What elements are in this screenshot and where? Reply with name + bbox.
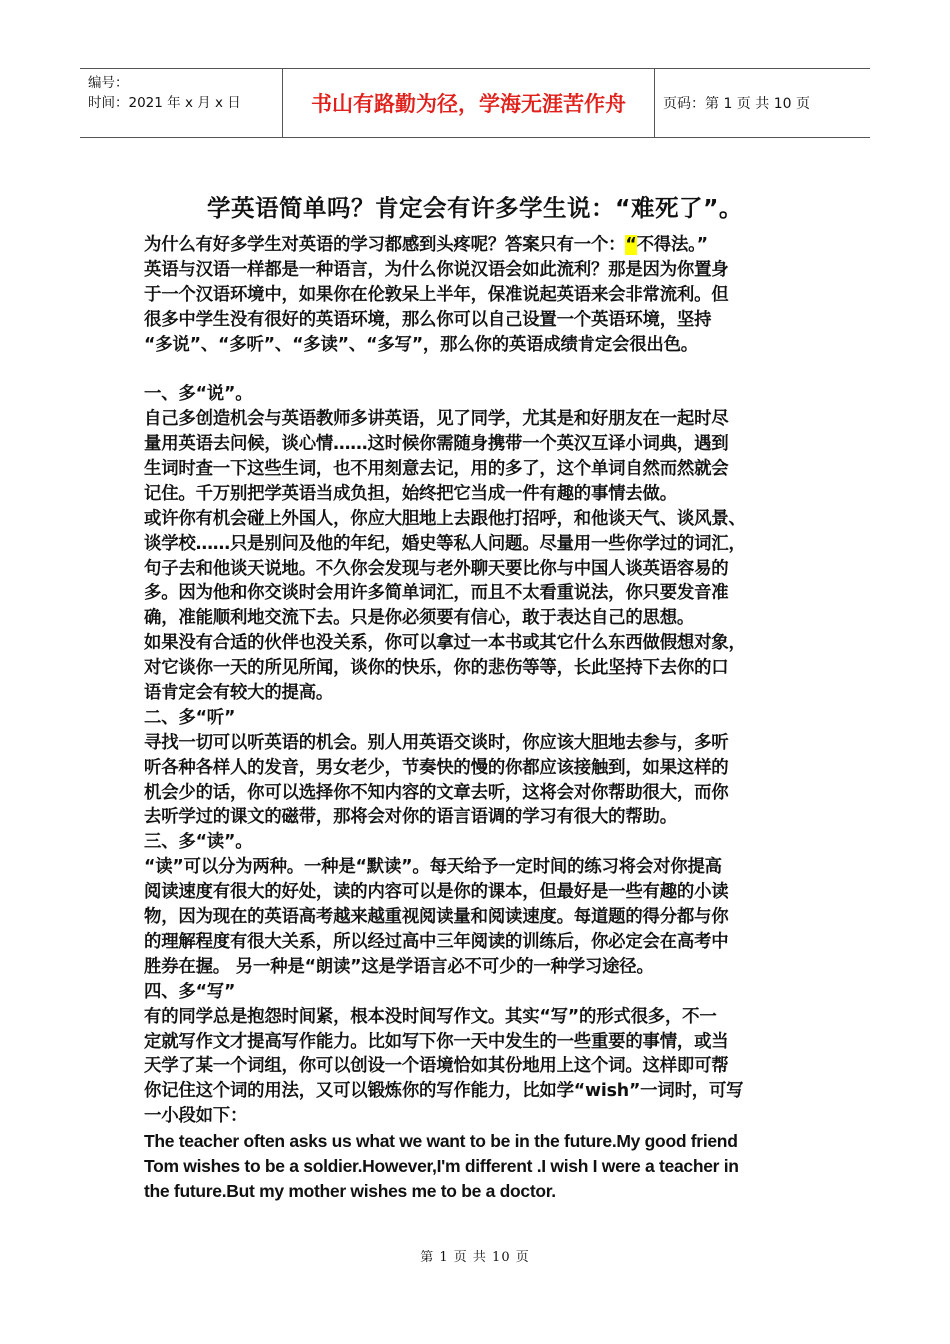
- paragraph-line: 自己多创造机会与英语教师多讲英语，见了同学，尤其是和好朋友在一起时尽: [144, 409, 729, 430]
- paragraph-line: 寻找一切可以听英语的机会。别人用英语交谈时，你应该大胆地去参与，多听: [144, 732, 729, 753]
- header-motto: 书山有路勤为径，学海无涯苦作舟: [282, 69, 655, 137]
- intro-line: 英语与汉语一样都是一种语言，为什么你说汉语会如此流利？那是因为你置身: [144, 259, 729, 280]
- page-footer: 第 1 页 共 10 页: [420, 1250, 530, 1265]
- paragraph-line: 有的同学总是抱怨时间紧，根本没时间写作文。其实“写”的形式很多，不一: [144, 1006, 717, 1027]
- paragraph-line: 定就写作文才提高写作能力。比如写下你一天中发生的一些重要的事情，或当: [144, 1031, 729, 1052]
- paragraph-line: 去听学过的课文的磁带，那将会对你的语言语调的学习有很大的帮助。: [144, 807, 677, 828]
- section-heading-read: 三、多“读”。: [144, 832, 253, 853]
- english-example-line: the future.But my mother wishes me to be a doctor.: [144, 1180, 556, 1201]
- intro-text: 不得法。”: [636, 235, 708, 255]
- paragraph-line: 记住。千万别把学英语当成负担，始终把它当成一件有趣的事情去做。: [144, 483, 677, 504]
- paragraph-line: 确，准能顺利地交流下去。只是你必须要有信心，敢于表达自己的思想。: [144, 608, 695, 629]
- header-meta: [80, 69, 282, 137]
- header-page-info: 页码：第 1 页 共 10 页: [663, 96, 810, 112]
- section-heading-write: 四、多“写”: [144, 981, 236, 1002]
- paragraph-line: 一小段如下：: [144, 1106, 248, 1127]
- section-heading-listen: 二、多“听”: [144, 707, 236, 728]
- intro-text: 为什么有好多学生对英语的学习都感到头疼呢？答案只有一个：: [144, 235, 626, 255]
- document-number-label: 编号：: [88, 75, 129, 91]
- paragraph-line: 生词时查一下这些生词，也不用刻意去记，用的多了，这个单词自然而然就会: [144, 459, 729, 480]
- paragraph-line: 天学了某一个词组，你可以创设一个语境恰如其份地用上这个词。这样即可帮: [144, 1056, 729, 1077]
- section-heading-speak: 一、多“说”。: [144, 384, 253, 405]
- intro-line: [144, 233, 808, 258]
- paragraph-line: 如果没有合适的伙伴也没关系，你可以拿过一本书或其它什么东西做假想对象，: [144, 633, 746, 654]
- paragraph-line: 谈学校……只是别问及他的年纪，婚史等私人问题。尽量用一些你学过的词汇，: [144, 533, 746, 554]
- paragraph-line: 机会少的话，你可以选择你不知内容的文章去听，这将会对你帮助很大，而你: [144, 782, 729, 803]
- paragraph-line: 句子去和他谈天说地。不久你会发现与老外聊天要比你与中国人谈英语容易的: [144, 558, 729, 579]
- document-body: [144, 233, 808, 1204]
- paragraph-line: 阅读速度有很大的好处，读的内容可以是你的课本，但最好是一些有趣的小读: [144, 882, 729, 903]
- paragraph-line: 听各种各样人的发音，男女老少，节奏快的慢的你都应该接触到，如果这样的: [144, 757, 729, 778]
- blank-line: [144, 357, 808, 382]
- paragraph-line: 语肯定会有较大的提高。: [144, 683, 334, 704]
- paragraph-line: 物，因为现在的英语高考越来越重视阅读量和阅读速度。每道题的得分都与你: [144, 907, 729, 928]
- intro-line: “多说”、“多听”、“多读”、“多写”，那么你的英语成绩肯定会很出色。: [144, 334, 698, 355]
- document-title: 学英语简单吗？肯定会有许多学生说：“难死了”。: [207, 194, 743, 222]
- english-example-line: Tom wishes to be a soldier.However,I'm different .I wish I were a teacher in: [144, 1155, 739, 1176]
- document-date-label: 时间：2021 年 x 月 x 日: [88, 95, 241, 111]
- paragraph-line: 你记住这个词的用法，又可以锻炼你的写作能力，比如学“wish”一词时，可写: [144, 1081, 744, 1102]
- paragraph-line: 或许你有机会碰上外国人，你应大胆地上去跟他打招呼，和他谈天气、谈风景、: [144, 508, 746, 529]
- paragraph-line: 的理解程度有很大关系，所以经过高中三年阅读的训练后，你必定会在高考中: [144, 931, 729, 952]
- english-example-line: The teacher often asks us what we want to be in the future.My good friend: [144, 1131, 738, 1152]
- paragraph-line: 量用英语去问候，谈心情……这时候你需随身携带一个英汉互译小词典，遇到: [144, 434, 729, 455]
- intro-line: 于一个汉语环境中，如果你在伦敦呆上半年，保准说起英语来会非常流利。但: [144, 284, 729, 305]
- intro-line: 很多中学生没有很好的英语环境，那么你可以自己设置一个英语环境，坚持: [144, 309, 712, 330]
- paragraph-line: 对它谈你一天的所见所闻，谈你的快乐，你的悲伤等等，长此坚持下去你的口: [144, 658, 729, 679]
- paragraph-line: “读”可以分为两种。一种是“默读”。每天给予一定时间的练习将会对你提高: [144, 857, 722, 878]
- page-header: [80, 68, 870, 138]
- paragraph-line: 多。因为他和你交谈时会用许多简单词汇，而且不太看重说法，你只要发音准: [144, 583, 729, 604]
- highlighted-quote: “: [625, 235, 637, 255]
- paragraph-line: 胜券在握。 另一种是“朗读”这是学语言必不可少的一种学习途径。: [144, 956, 654, 977]
